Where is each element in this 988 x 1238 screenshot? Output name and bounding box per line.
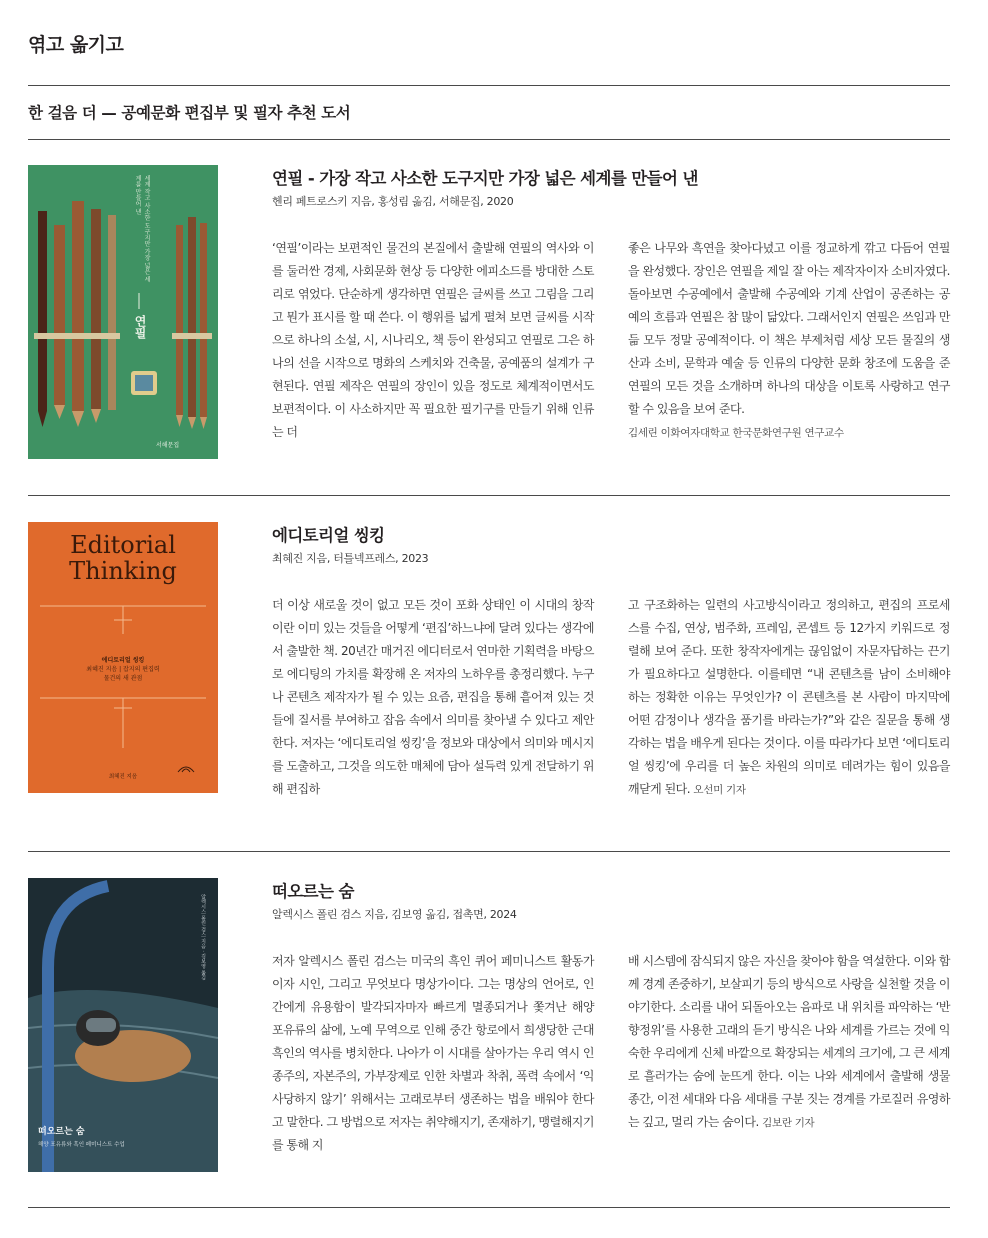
review-text: 좋은 나무와 흑연을 찾아다녔고 이를 정교하게 깎고 다듬어 연필을 완성했다. 장인은 연필을 제일 잘 아는 제작자이자 소비자였다. 돌아보면 수공예에서 출발해 수공예와 기계 산업이 공존하는 공예의 흐름과 연필은 참 많이 닮았다. 그래서인지 연필은 쓰임과 만듦 모두 정말 공예적이다. 이 책은 부제처럼 세상 모든 물질의 생산과 소비, 문학과 예술 등 인류의 다양한 문화 창조에 도움을 준 연필의 모든 것을 소개하며 하나의 대상을 이토록 사랑하고 연구할 수 있음을 보여 준다. (628, 241, 950, 416)
review-author: 김세린 이화여자대학교 한국문화연구원 연구교수 (628, 427, 844, 439)
book-entry-editorial (28, 522, 950, 832)
book-cover-pencil (28, 165, 218, 459)
cover-tagline: 세계 작고 사소한 도구지만 가장 넓은 세계를 만들어 낸 (134, 175, 150, 283)
cover-tagline: 해양 포유류와 흑인 페미니스트 수업 (38, 1142, 125, 1148)
cover-spine-text: 알렉시스 폴린 검스 지음 · 김보영 옮김 (200, 894, 206, 981)
entry-rule (28, 851, 950, 852)
book-meta: 최혜진 지음, 터틀넥프레스, 2023 (272, 552, 429, 565)
footer-rule (28, 1207, 950, 1208)
book-meta: 헨리 페트로스키 지음, 홍성림 옮김, 서해문집, 2020 (272, 195, 514, 208)
cover-publisher: 서해문집 (156, 442, 180, 449)
entry-rule (28, 495, 950, 496)
review-text: 고 구조화하는 일련의 사고방식이라고 정의하고, 편집의 프로세스를 수집, 연상, 범주화, 프레임, 콘셉트 등 12가지 키워드로 정렬해 보여 준다. 또한 창작자에게는 끊임없이 자문자답하는 끈기가 필요하다고 설명한다. 이를테면 “내 콘텐츠를 남이 소비해야 하는 정확한 이유는 무엇인가? 이 콘텐츠를 본 사람이 마지막에 어떤 감정이나 생각을 품기를 바라는가?”와 같은 질문을 통해 생각하는 법을 배우게 된다는 것이다. 이를 따라가다 보면 ‘에디토리얼 씽킹’에 우리를 더 높은 차원의 의미로 데려가는 힘이 있음을 깨닫게 된다. (628, 598, 950, 796)
book-cover-breath (28, 878, 218, 1172)
cover-title: 연필 (133, 315, 147, 339)
cover-tagline-1: 최혜진 지음 | 잡지의 편집력 (86, 666, 160, 673)
sharpener-icon (131, 371, 157, 395)
page-subtitle: 한 걸음 더 — 공예문화 편집부 및 필자 추천 도서 (28, 104, 351, 122)
book-entry-breath (28, 878, 950, 1198)
section-title: 엮고 옮기고 (28, 34, 124, 56)
review-text: 배 시스템에 잠식되지 않은 자신을 찾아야 함을 역설한다. 이와 함께 경계 존중하기, 보살피기 등의 방식으로 사랑을 실천할 것을 이야기한다. 소리를 내어 되돌아오는 음파로 내 위치를 파악하는 ‘반향정위’를 사용한 고래의 듣기 방식은 나와 세계를 가르는 것에 익숙한 우리에게 신체 바깥으로 확장되는 세계의 크기에, 그 큰 세계로 흘러가는 숨에 눈뜨게 한다. 이는 나와 세계에서 출발해 생물 종간, 이전 세대와 다음 세대를 구분 짓는 경계를 가로질러 유영하는 깊고, 멀리 가는 숨이다. (628, 954, 950, 1129)
pencil-bundle-right-icon (172, 217, 212, 429)
review-col-1: ‘연필’이라는 보편적인 물건의 본질에서 출발해 연필의 역사와 이를 둘러싼 경제, 사회문화 현상 등 다양한 에피소드를 방대한 스토리로 엮었다. 단순하게 생각하면 연필은 글씨를 쓰고 그림을 그리고 뭔가 표시를 할 때 쓴다. 이 행위를 넓게 펼쳐 보면 글씨를 시작으로 하나의 소설, 시, 시나리오, 책 등이 완성되고 연필로 그은 하나의 선을 시작으로 명화의 스케치와 건축물, 공예품의 설계가 구현된다. 연필 제작은 연필의 장인이 있을 정도로 체계적이면서도 보편적이다. 이 사소하지만 꼭 필요한 필기구를 만들기 위해 인류는 더 (272, 241, 594, 439)
book-title: 떠오르는 숨 (272, 882, 354, 901)
review-col-1: 저자 알렉시스 폴린 검스는 미국의 흑인 퀴어 페미니스트 활동가이자 시인, 그리고 무엇보다 명상가이다. 그는 명상의 언어로, 인간에게 유용함이 발각되자마자 빠르게 멸종되거나 쫓겨난 해양 포유류의 삶에, 노예 무역으로 인해 중간 항로에서 희생당한 근대 흑인의 역사를 병치한다. 나아가 이 시대를 살아가는 우리 역시 인종주의, 자본주의, 가부장제로 인한 차별과 착취, 폭력 속에서 ‘익사당하지 않기’ 위해서는 고래로부터 생존하는 법을 배워야 한다고 말한다. 그 방법으로 저자는 취약해지기, 존재하기, 맹렬해지기를 통해 지 (272, 954, 594, 1152)
review-author: 오선미 기자 (693, 784, 746, 796)
review-col-1: 더 이상 새로울 것이 없고 모든 것이 포화 상태인 이 시대의 창작이란 이미 있는 것들을 어떻게 ‘편집’하느냐에 달려 있다는 생각에서 출발한 책. 20년간 매거진 에디터로서 연마한 기획력을 바탕으로 에디팅의 가치를 확장해 온 저자의 노하우를 총정리했다. 누구나 콘텐츠 제작자가 될 수 있는 요즘, 편집을 통해 흩어져 있는 것들에 질서를 부여하고 잡음 속에서 의미를 찾아낼 수 있다고 제안한다. 저자는 ‘에디토리얼 씽킹’을 정보와 대상에서 의미와 메시지를 도출하고, 그것을 의도한 매체에 담아 설득력 있게 전달하기 위해 편집하 (272, 598, 594, 796)
cover-tagline-2: 물건의 새 관점 (103, 675, 143, 682)
review-col-2 (628, 950, 950, 1135)
review-col-2 (628, 237, 950, 445)
book-title: 연필 - 가장 작고 사소한 도구지만 가장 넓은 세계를 만들어 낸 (272, 169, 698, 188)
cover-title: 떠오르는 숨 (38, 1127, 85, 1137)
cover-title-ko: 에디토리얼 씽킹 (101, 657, 145, 664)
cover-title-en-1: Editorial (70, 531, 176, 559)
book-title: 에디토리얼 씽킹 (272, 526, 385, 545)
cover-title-en-2: Thinking (69, 557, 177, 585)
cover-author: 최혜진 지음 (108, 774, 138, 780)
review-author: 김보란 기자 (762, 1117, 815, 1129)
book-entry-pencil (28, 165, 950, 475)
review-col-2 (628, 594, 950, 802)
subtitle-rule (28, 139, 950, 140)
book-cover-editorial (28, 522, 218, 793)
header-rule (28, 85, 950, 86)
book-meta: 알렉시스 폴린 검스 지음, 김보영 옮김, 접촉면, 2024 (272, 908, 517, 921)
